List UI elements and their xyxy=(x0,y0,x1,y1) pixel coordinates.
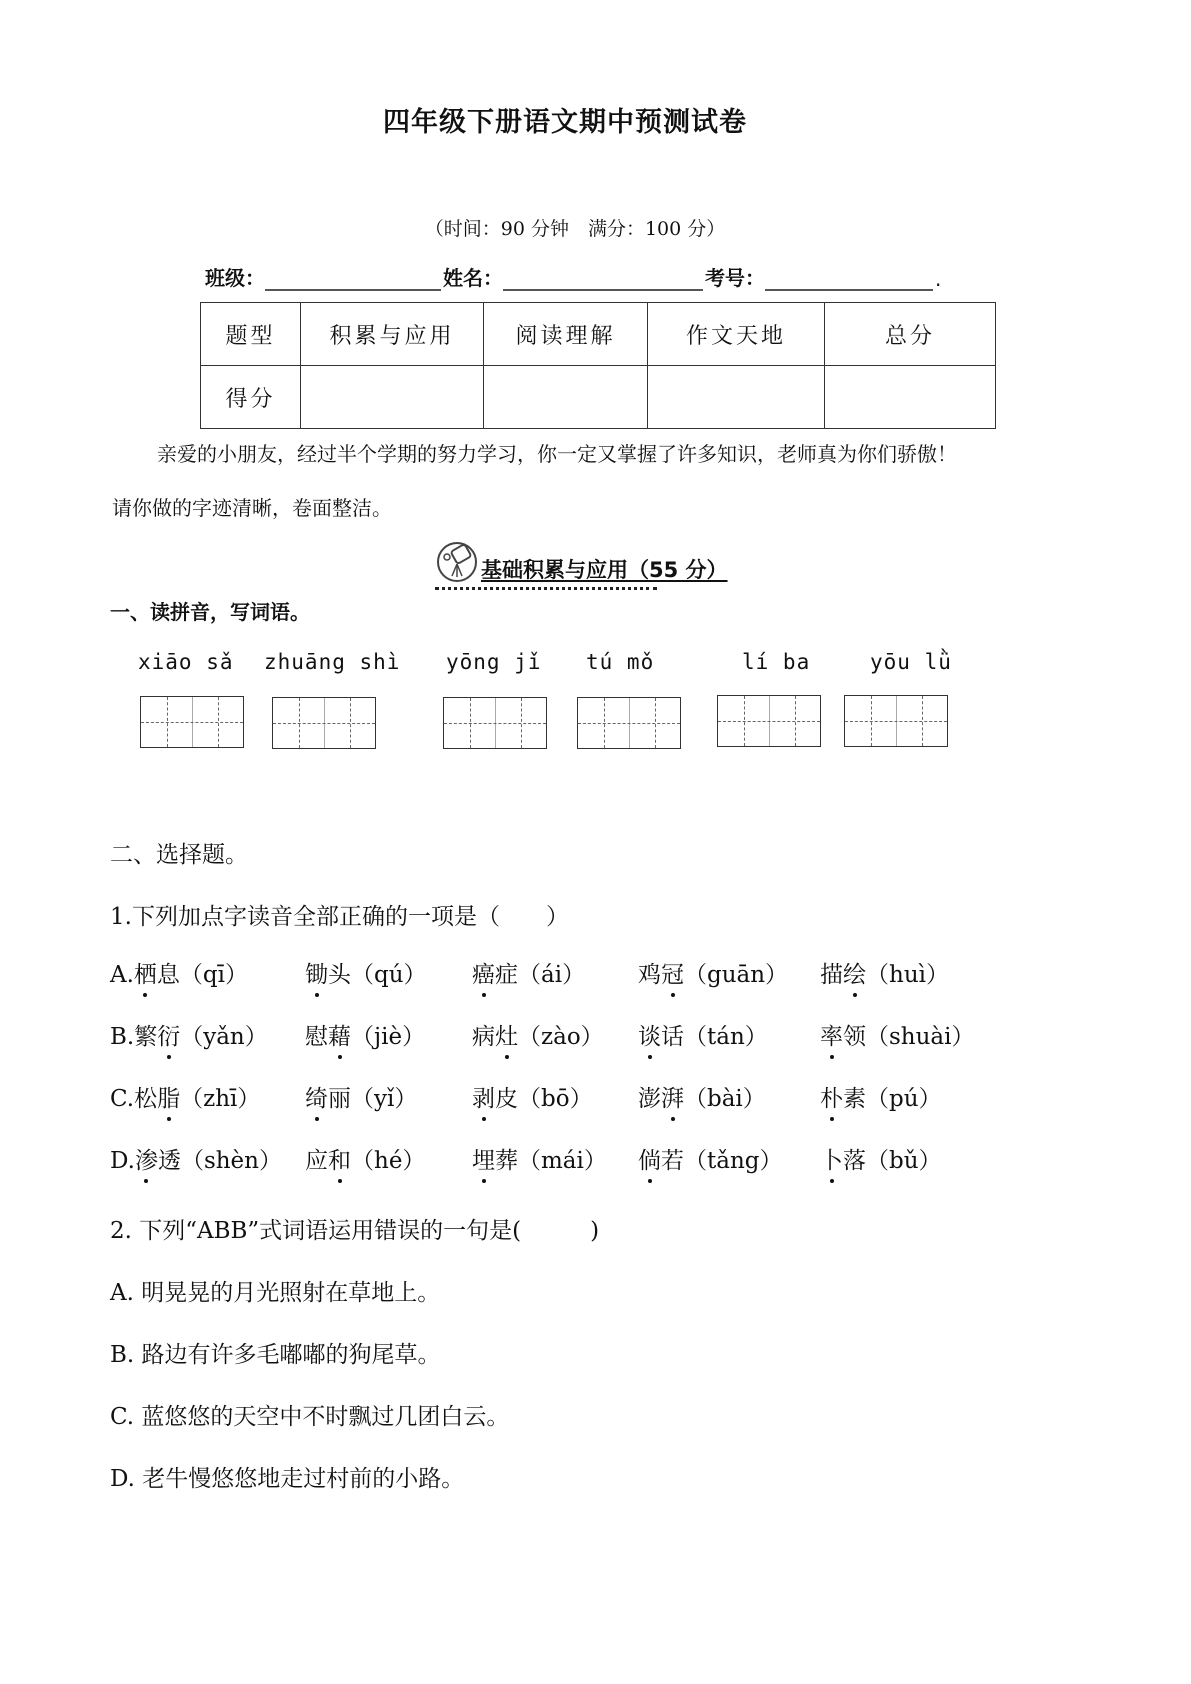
score-header: 题型 xyxy=(201,303,301,366)
emphasis-dot-char: 癌 xyxy=(472,956,495,989)
char: 松 xyxy=(134,1086,158,1112)
question-2-2-stem: 2. 下列“ABB”式词语运用错误的一句是( ) xyxy=(110,1218,600,1244)
option-d[interactable]: D. 老牛慢悠悠地走过村前的小路。 xyxy=(110,1466,465,1492)
writing-grid[interactable] xyxy=(717,695,821,747)
exam-no-label: 考号： xyxy=(705,266,765,290)
pinyin: （hé） xyxy=(351,1148,426,1174)
emphasis-dot-char: 谈 xyxy=(638,1018,661,1051)
question-2-1-stem: 1.下列加点字读音全部正确的一项是（ ） xyxy=(110,904,569,930)
option-item xyxy=(305,1142,425,1175)
option-item xyxy=(305,1018,425,1051)
pinyin: （bō） xyxy=(518,1086,593,1112)
char: 皮 xyxy=(495,1086,518,1112)
option-item xyxy=(305,956,427,989)
section-title: 基础积累与应用（55 分） xyxy=(481,558,728,582)
emphasis-dot-char: 倘 xyxy=(638,1142,661,1175)
score-header: 总分 xyxy=(825,303,996,366)
exam-meta: （时间：90 分钟 满分：100 分） xyxy=(424,218,726,240)
score-header: 作文天地 xyxy=(648,303,825,366)
pinyin: （tán） xyxy=(684,1024,768,1050)
pinyin: （mái） xyxy=(518,1148,607,1174)
telescope-icon xyxy=(435,540,479,584)
option-label[interactable]: C. xyxy=(110,1086,135,1112)
pinyin: （bǔ） xyxy=(866,1148,942,1174)
emphasis-dot-char: 衍 xyxy=(157,1018,180,1051)
option-b[interactable]: B. 路边有许多毛嘟嘟的狗尾草。 xyxy=(110,1342,441,1368)
emphasis-dot-char: 锄 xyxy=(305,956,328,989)
option-c[interactable]: C. 蓝悠悠的天空中不时飘过几团白云。 xyxy=(110,1404,510,1430)
option-item xyxy=(110,1018,268,1051)
student-info: 班级： 姓名： 考号： . xyxy=(205,262,941,291)
class-field[interactable] xyxy=(265,267,441,291)
writing-grid[interactable] xyxy=(140,696,244,748)
writing-grid[interactable] xyxy=(443,697,547,749)
score-table xyxy=(200,302,996,429)
emphasis-dot-char: 栖 xyxy=(134,956,157,989)
question-2-title: 二、选择题。 xyxy=(110,842,248,868)
pinyin-label: yōu lǜ xyxy=(870,650,952,674)
emphasis-dot-char: 湃 xyxy=(661,1080,684,1113)
pinyin-label: xiāo sǎ xyxy=(138,650,234,674)
emphasis-dot-char: 灶 xyxy=(495,1018,518,1051)
pinyin: （jiè） xyxy=(351,1024,426,1050)
score-row-label: 得分 xyxy=(201,366,301,429)
writing-grid[interactable] xyxy=(844,695,948,747)
char: 应 xyxy=(305,1148,328,1174)
pinyin-label: lí ba xyxy=(742,650,811,674)
score-header: 积累与应用 xyxy=(301,303,484,366)
emphasis-dot-char: 卜 xyxy=(820,1142,843,1175)
char: 落 xyxy=(843,1148,866,1174)
char: 话 xyxy=(661,1024,684,1050)
emphasis-dot-char: 绘 xyxy=(843,956,866,989)
emphasis-dot-char: 和 xyxy=(328,1142,351,1175)
char: 头 xyxy=(328,962,351,988)
writing-grid[interactable] xyxy=(577,697,681,749)
char: 息 xyxy=(156,962,180,988)
option-item xyxy=(638,1142,783,1175)
emphasis-dot-char: 率 xyxy=(820,1018,843,1051)
pinyin-label: yōng jǐ xyxy=(446,650,542,674)
option-item xyxy=(305,1080,417,1113)
pinyin: （shuài） xyxy=(866,1024,975,1050)
pinyin: （zhī） xyxy=(180,1086,261,1112)
class-label: 班级： xyxy=(205,266,265,290)
char: 丽 xyxy=(328,1086,351,1112)
pinyin-label: tú mǒ xyxy=(586,650,655,674)
emphasis-dot-char: 埋 xyxy=(472,1142,495,1175)
char: 素 xyxy=(843,1086,866,1112)
char: 领 xyxy=(843,1024,866,1050)
option-item xyxy=(472,1080,593,1113)
score-cell[interactable] xyxy=(301,366,484,429)
score-cell[interactable] xyxy=(648,366,825,429)
pinyin: （guān） xyxy=(684,962,789,988)
char: 葬 xyxy=(495,1148,518,1174)
char: 透 xyxy=(157,1148,181,1174)
emphasis-dot-char: 藉 xyxy=(328,1018,351,1051)
score-cell[interactable] xyxy=(484,366,648,429)
char: 慰 xyxy=(305,1024,328,1050)
pinyin: （shèn） xyxy=(180,1148,282,1174)
dotted-underline xyxy=(435,587,657,590)
char: 若 xyxy=(661,1148,684,1174)
option-item xyxy=(638,1018,768,1051)
option-label[interactable]: A. xyxy=(110,962,134,988)
option-item xyxy=(110,956,248,989)
char: 描 xyxy=(820,962,843,988)
name-label: 姓名： xyxy=(443,266,503,290)
option-label[interactable]: D. xyxy=(110,1148,135,1174)
char: 鸡 xyxy=(638,962,661,988)
option-item xyxy=(472,1142,607,1175)
char: 症 xyxy=(495,962,518,988)
pinyin: （ái） xyxy=(518,962,586,988)
writing-grid[interactable] xyxy=(272,697,376,749)
question-1-title: 一、读拼音，写词语。 xyxy=(110,600,310,624)
option-label[interactable]: B. xyxy=(110,1024,135,1050)
exam-no-field[interactable] xyxy=(765,267,933,291)
pinyin: （huì） xyxy=(866,962,949,988)
char: 繁 xyxy=(134,1024,158,1050)
char: 澎 xyxy=(638,1086,661,1112)
name-field[interactable] xyxy=(503,267,703,291)
char: 病 xyxy=(472,1024,495,1050)
intro-line-1: 亲爱的小朋友，经过半个学期的努力学习，你一定又掌握了许多知识，老师真为你们骄傲！ xyxy=(157,442,957,466)
score-table-row xyxy=(201,366,996,429)
pinyin: （yǐ） xyxy=(351,1086,418,1112)
option-item xyxy=(820,1142,942,1175)
score-cell[interactable] xyxy=(825,366,996,429)
pinyin: （zào） xyxy=(518,1024,604,1050)
emphasis-dot-char: 剥 xyxy=(472,1080,495,1113)
section-header xyxy=(435,540,728,584)
emphasis-dot-char: 脂 xyxy=(157,1080,180,1113)
emphasis-dot-char: 朴 xyxy=(820,1080,843,1113)
intro-line-2: 请你做的字迹清晰，卷面整洁。 xyxy=(112,496,392,520)
emphasis-dot-char: 渗 xyxy=(135,1142,158,1175)
option-item xyxy=(638,956,788,989)
emphasis-dot-char: 冠 xyxy=(661,956,684,989)
emphasis-dot-char: 绮 xyxy=(305,1080,328,1113)
pinyin: （yǎn） xyxy=(180,1024,268,1050)
score-table-header-row xyxy=(201,303,996,366)
option-item xyxy=(472,1018,604,1051)
pinyin: （qú） xyxy=(351,962,427,988)
intro-paragraph xyxy=(112,427,1112,535)
pinyin: （bài） xyxy=(684,1086,766,1112)
option-item xyxy=(472,956,585,989)
option-item xyxy=(110,1080,260,1113)
pinyin-label: zhuāng shì xyxy=(264,650,401,674)
option-item xyxy=(820,1080,942,1113)
option-a[interactable]: A. 明晃晃的月光照射在草地上。 xyxy=(110,1280,441,1306)
option-item xyxy=(110,1142,282,1175)
option-item xyxy=(820,1018,975,1051)
option-item xyxy=(820,956,949,989)
pinyin: （pú） xyxy=(866,1086,942,1112)
score-header: 阅读理解 xyxy=(484,303,648,366)
pinyin: （tǎng） xyxy=(684,1148,783,1174)
pinyin: （qī） xyxy=(179,962,249,988)
page-title: 四年级下册语文期中预测试卷 xyxy=(383,107,747,138)
option-item xyxy=(638,1080,766,1113)
